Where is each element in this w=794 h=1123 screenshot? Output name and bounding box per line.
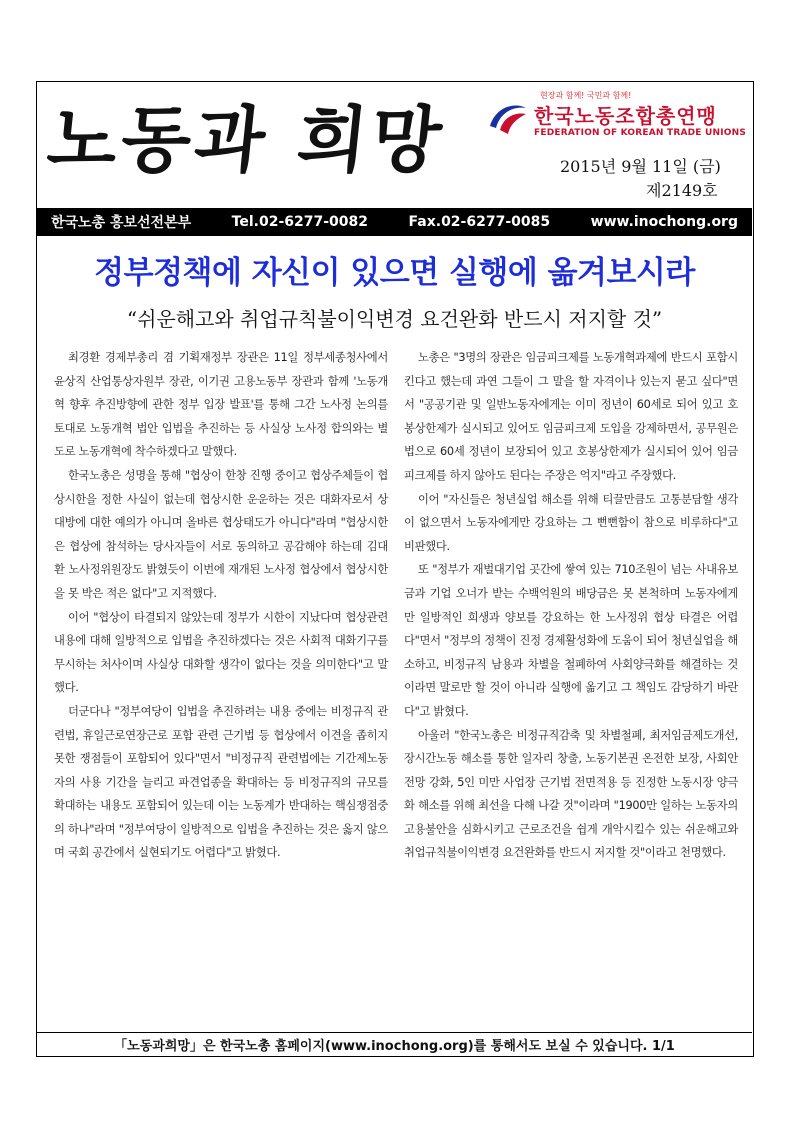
paragraph: 최경환 경제부총리 겸 기획재정부 장관은 11일 정부세종청사에서 윤상직 산업통상자원부 장관, 이기권 고용노동부 장관과 함께 '노동개혁 향후 추진방향에 관한 정부 입장 발표'를 통해 그간 노사정 논의를 토대로 노동개혁 법안 입법을 추진하는 등 사실상 노사정 합의와는 별도로 노동개혁에 착수하겠다고 말했다. [54, 351, 388, 459]
contact-info-bar [37, 208, 752, 236]
article-column-right [404, 346, 738, 865]
website-link[interactable]: www.inochong.org [590, 214, 738, 230]
article-column-left [54, 346, 388, 865]
footer-text: 「노동과희망」은 한국노총 홈페이지(www.inochong.org)를 통해서도 보실 수 있습니다. 1/1 [114, 1038, 675, 1054]
issue-date: 2015년 9월 11일 (금) [560, 157, 721, 176]
article-headline: 정부정책에 자신이 있으면 실행에 옮겨보시라 [94, 255, 695, 291]
fktu-logo-icon [486, 98, 530, 138]
phone-number: Tel.02-6277-0082 [231, 214, 368, 230]
org-name-english: FEDERATION OF KOREAN TRADE UNIONS [534, 128, 747, 138]
org-name: 한국노동조합총연맹 [534, 104, 717, 128]
paragraph: 노총은 "3명의 장관은 임금피크제를 노동개혁과제에 반드시 포함시킨다고 했는데 과연 그들이 그 말을 할 자격이나 있는지 묻고 싶다"면서 "공공기관 및 일반노동자에게는 이미 정년이 60세로 되어 있고 호봉상한제가 실시되고 있어도 임금피크제 도입을 강제하면서, 공무원은 법으로 60세 정년이 보장되어 있고 호봉상한제가 실시되어 있어 임금피크제를 하지 않아도 된다는 주장은 억지"라고 주장했다. [404, 351, 738, 482]
org-tagline: 현장과 함께! 국민과 함께! [540, 91, 632, 100]
paragraph: 이어 "자신들은 청년실업 해소를 위해 티끌만큼도 고통분담할 생각이 없으면서 노동자에게만 강요하는 그 뻔뻔함이 참으로 비루하다"고 비판했다. [404, 492, 738, 553]
paragraph: 이어 "협상이 타결되지 않았는데 정부가 시한이 지났다며 협상관련 내용에 대해 일방적으로 입법을 추진하겠다는 것은 사회적 대화기구를 무시하는 처사이며 사실상 대화할 생각이 없다는 것을 의미한다"고 말했다. [54, 610, 388, 695]
department-label: 한국노총 홍보선전본부 [51, 215, 192, 231]
article-subheadline: “쉬운해고와 취업규칙불이익변경 요건완화 반드시 저지할 것” [126, 307, 663, 331]
issue-number: 제2149호 [646, 181, 718, 200]
paragraph: 더군다나 "정부여당이 입법을 추진하려는 내용 중에는 비정규직 관련법, 휴일근로연장근로 포함 관련 근기법 등 협상에서 이견을 좁히지 못한 쟁점들이 포함되어 있다"면서 "비정규직 관련법에는 기간제노동자의 사용 기간을 늘리고 파견업종을 확대하는 등 비정규직의 규모를 확대하는 내용도 포함되어 있는데 이는 노동계가 반대하는 핵심쟁점중의 하나"라며 "정부여당이 일방적으로 입법을 추진하는 것은 옳지 않으며 국회 공간에서 실현되기도 어렵다"고 밝혔다. [54, 704, 388, 860]
newsletter-title: 노동과 희망 [43, 97, 450, 182]
fax-number: Fax.02-6277-0085 [408, 214, 551, 230]
paragraph: 한국노총은 성명을 통해 "협상이 한창 진행 중이고 협상주체들이 협상시한을 정한 사실이 없는데 협상시한 운운하는 것은 대화자로서 상대방에 대한 예의가 아니며 올바른 협상태도가 아니다"라며 "협상시한은 협상에 참석하는 당사자들이 서로 동의하고 공감해야 하는데 김대환 노사정위원장도 밝혔듯이 이번에 재개된 노사정 협상에서 협상시한을 못 박은 적은 없다"고 지적했다. [54, 468, 388, 600]
footer-notice [37, 1032, 752, 1055]
paragraph: 또 "정부가 재벌대기업 곳간에 쌓여 있는 710조원이 넘는 사내유보금과 기업 오너가 받는 수백억원의 배당금은 못 본척하며 노동자에게만 일방적인 희생과 양보를 강요하는 한 노사정위 협상 타결은 어렵다"면서 "정부의 정책이 진정 경제활성화에 도움이 되어 청년실업을 해소하고, 비정규직 남용과 차별을 철폐하여 사회양극화를 해결하는 것이라면 말로만 할 것이 아니라 실행에 옮기고 그 책임도 감당하기 바란다"고 밝혔다. [404, 563, 738, 718]
paragraph: 아울러 "한국노총은 비정규직감축 및 차별철폐, 최저임금제도개선, 장시간노동 해소를 통한 일자리 창출, 노동기본권 온전한 보장, 사회안전망 강화, 5인 미만 사업장 근기법 전면적용 등 진정한 노동시장 양극화 해소를 위해 최선을 다해 나갈 것"이라며 "1900만 일하는 노동자의 고용불안을 심화시키고 근로조건을 쉽게 개악시킬수 있는 쉬운해고와 취업규칙불이익변경 요건완화를 반드시 저지할 것"이라고 천명했다. [404, 728, 738, 860]
